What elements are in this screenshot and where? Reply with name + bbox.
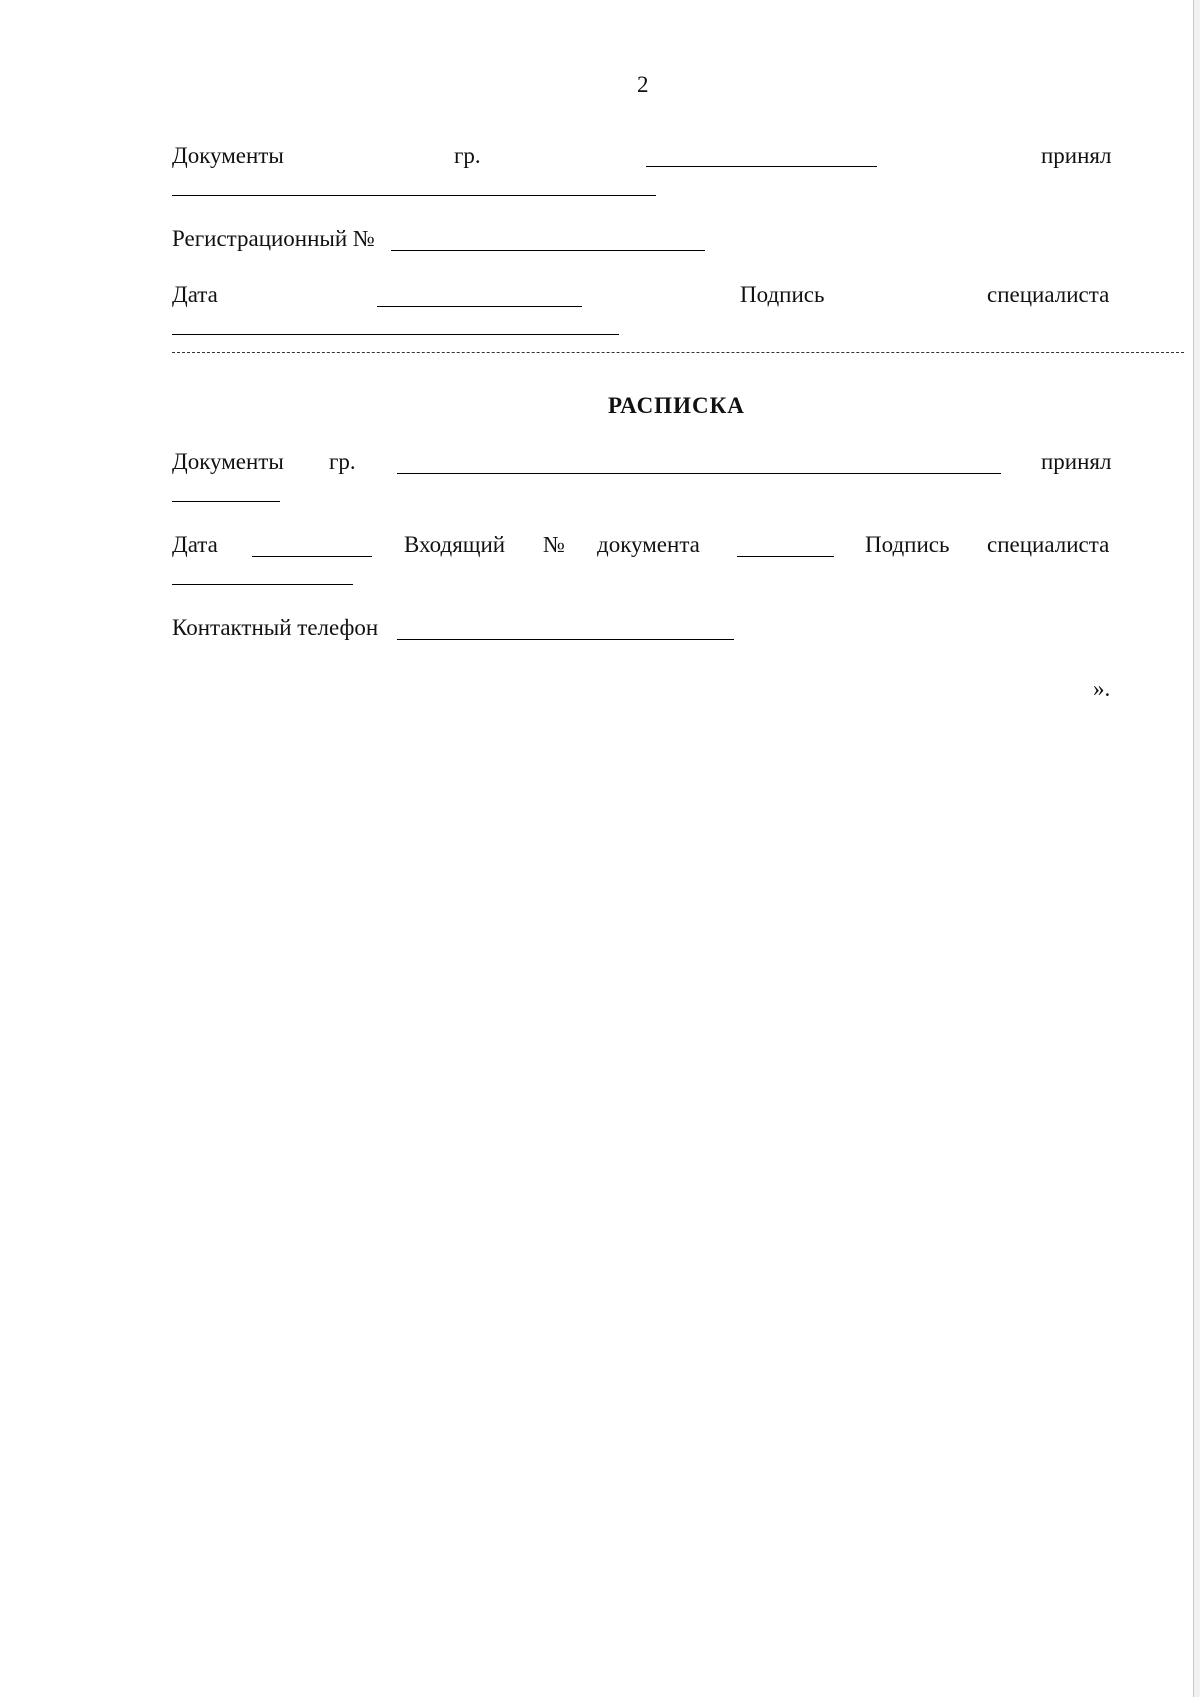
signature-label: Подпись xyxy=(740,282,825,307)
contact-phone-label: Контактный телефон xyxy=(172,615,379,640)
accepted-by-blank xyxy=(172,195,656,196)
page-edge xyxy=(1193,0,1200,1697)
page-number: 2 xyxy=(637,72,649,97)
receipt-title: РАСПИСКА xyxy=(608,393,745,418)
receipt-accepted-by-blank xyxy=(172,501,280,502)
receipt-date-label: Дата xyxy=(172,532,218,557)
receipt-accepted-label: принял xyxy=(1041,449,1112,474)
receipt-documents-label: Документы xyxy=(172,449,284,474)
receipt-citizen-label: гр. xyxy=(329,449,356,474)
incoming-number-blank xyxy=(737,556,834,557)
receipt-specialist-label: специалиста xyxy=(987,532,1110,557)
receipt-citizen-name-blank xyxy=(397,473,1001,474)
specialist-signature-blank xyxy=(172,334,619,335)
contact-phone-blank xyxy=(397,639,734,640)
registration-number-label: Регистрационный № xyxy=(172,226,375,251)
incoming-label: Входящий xyxy=(404,532,506,557)
date-blank xyxy=(377,306,582,307)
documents-label: Документы xyxy=(172,143,284,168)
date-label: Дата xyxy=(172,282,218,307)
specialist-label: специалиста xyxy=(987,282,1110,307)
accepted-label: принял xyxy=(1041,143,1112,168)
number-sign: № xyxy=(543,532,565,557)
receipt-date-blank xyxy=(252,556,372,557)
document-label: документа xyxy=(597,532,700,557)
receipt-signature-label: Подпись xyxy=(865,532,950,557)
cut-line xyxy=(172,352,1184,353)
closing-quote: ». xyxy=(1093,676,1111,701)
citizen-name-blank xyxy=(646,166,877,167)
registration-number-blank xyxy=(391,250,705,251)
receipt-specialist-signature-blank xyxy=(172,584,353,585)
citizen-label: гр. xyxy=(454,143,481,168)
